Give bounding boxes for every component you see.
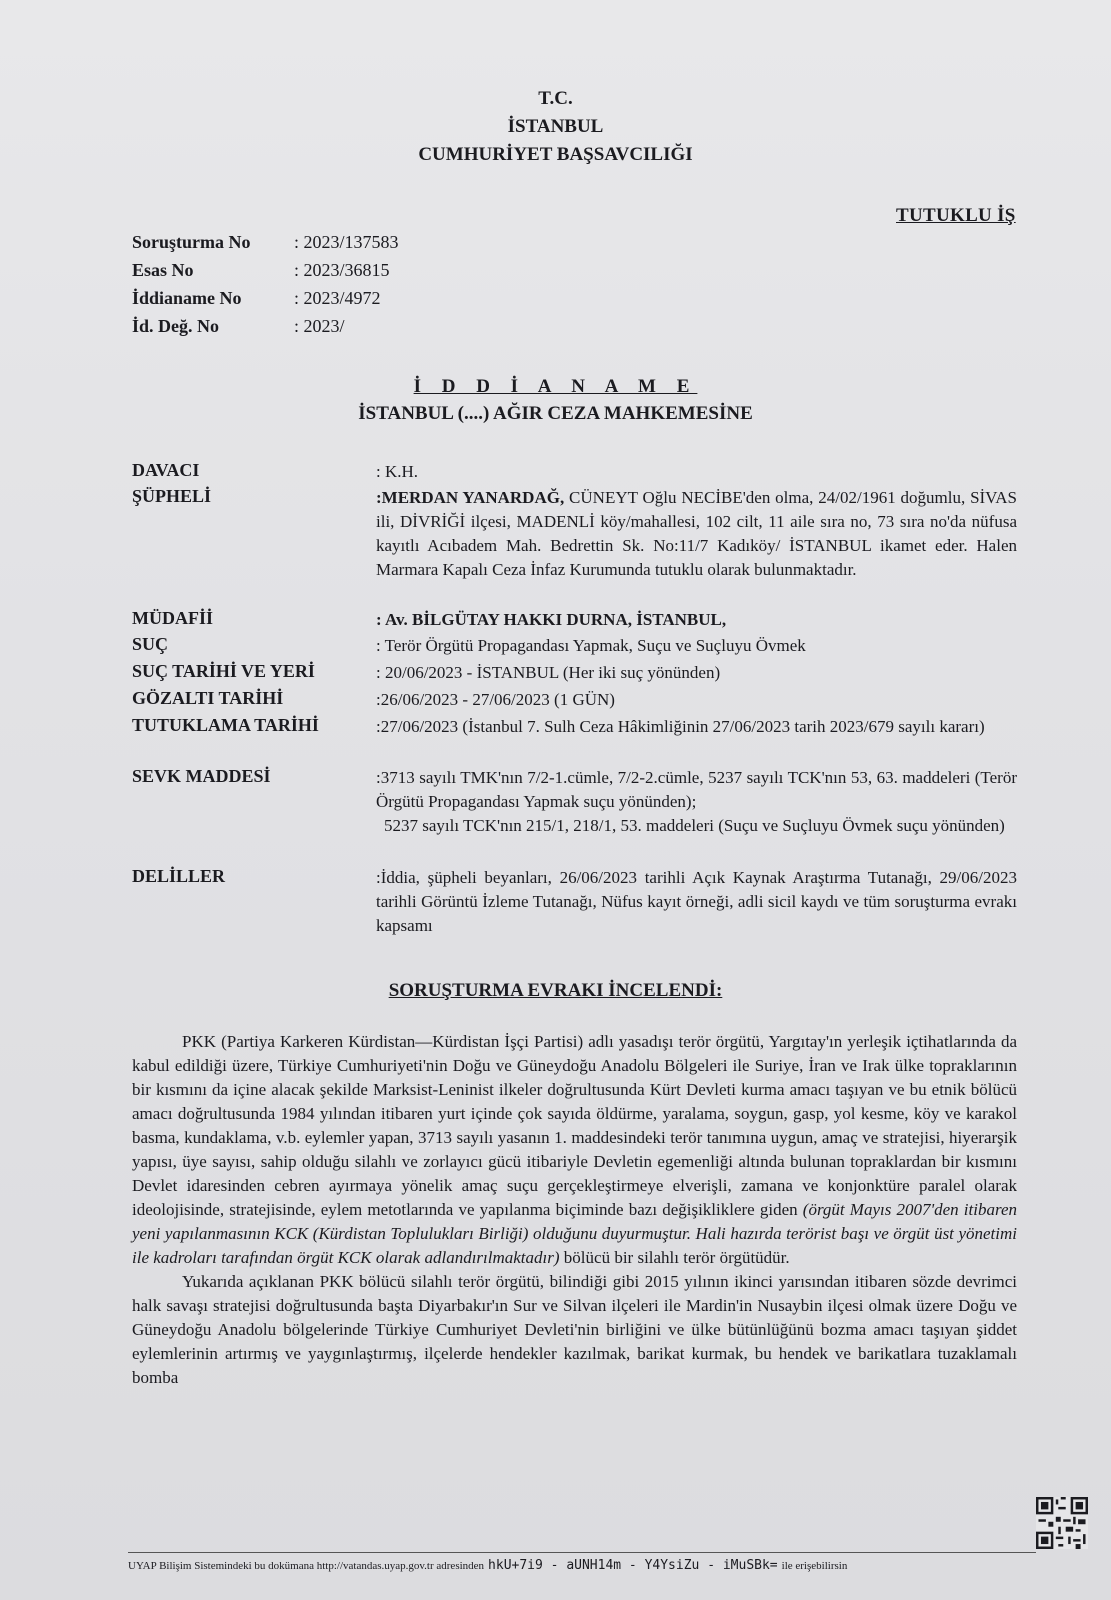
sevk-line-2: 5237 sayılı TCK'nın 215/1, 218/1, 53. maddeleri (Suçu ve Suçluyu Övmek suçu yönünden) [384, 816, 1005, 835]
field-deliller [132, 866, 1017, 946]
field-value: : Av. BİLGÜTAY HAKKI DURNA, İSTANBUL, [376, 610, 727, 629]
case-number-value: : 2023/4972 [294, 288, 381, 308]
field-label: DELİLLER [132, 866, 226, 886]
case-numbers [132, 232, 399, 344]
field-value: :İddia, şüpheli beyanları, 26/06/2023 tarihli Açık Kaynak Araştırma Tutanağı, 29/06/2023 tarihli Görüntü İzleme Tutanağı, Nüfus kayıt örneği, adli sicil kaydı ve tüm soruşturma evrakı kapsamı [376, 868, 1017, 935]
section-title-text: SORUŞTURMA EVRAKI İNCELENDİ: [388, 980, 723, 1001]
header-city: İSTANBUL [507, 116, 604, 137]
suspect-name: :MERDAN YANARDAĞ, [376, 488, 565, 507]
field-label: MÜDAFİİ [132, 608, 213, 628]
footer-prefix: UYAP Bilişim Sistemindeki bu dokümana http://vatandas.uyap.gov.tr adresinden [128, 1560, 485, 1572]
footer-suffix: ile erişebilirsin [781, 1560, 848, 1572]
field-suc [132, 634, 1017, 661]
field-value: :26/06/2023 - 27/06/2023 (1 GÜN) [376, 690, 615, 709]
qr-code-icon [1036, 1497, 1088, 1549]
case-number-row [132, 260, 399, 288]
case-number-label: İd. Değ. No [132, 316, 220, 336]
field-gozalti [132, 688, 1017, 715]
field-value [376, 766, 1017, 866]
paragraph-italic: (örgüt Mayıs 2007'den itibaren yeni yapılanmasının KCK (Kürdistan Toplulukları Birliği) olduğunu duyurmuştur. Hali hazırda terörist başı ve örgüt üst yönetimi ile kadroları tarafından örgüt KCK olarak adlandırılmaktadır) [132, 1200, 1017, 1267]
suspect-details: CÜNEYT Oğlu NECİBE'den olma, 24/02/1961 doğumlu, SİVAS ili, DİVRİĞİ ilçesi, MADENLİ köy/mahallesi, 102 cilt, 11 aile sıra no, 73 sıra no'da nüfusa kayıtlı Acıbadem Mah. Bedrettin Sk. No:11/7 Kadıköy/ İSTANBUL ikamet eder. Halen Marmara Kapalı Ceza İnfaz Kurumunda tutuklu olarak bulunmaktadır. [376, 488, 1017, 579]
paragraph: Yukarıda açıklanan PKK bölücü silahlı terör örgütü, bilindiği gibi 2015 yılının ikinci yarısından itibaren sözde devrimci halk savaşı stratejisi doğrultusunda başta Diyarbakır'ın Sur ve Silvan ilçeleri ile Mardin'in Nusaybin ilçesi olmak üzere Doğu ve Güneydoğu Anadolu bölgelerinde Türkiye Cumhuriyet Devleti'nin birliğini ve ülke bütünlüğünü bozma amacı taşıyan şiddet eylemlerinin artırmış ve yaygınlaştırmış, ilçelerde hendekler kazılmak, barikat kurmak, bu hendek ve barikatlara tuzaklamalı bomba [132, 1272, 1017, 1387]
field-label: SUÇ TARİHİ VE YERİ [132, 661, 315, 681]
case-number-value: : 2023/36815 [294, 260, 390, 280]
case-number-value: : 2023/137583 [294, 232, 399, 252]
field-supheli [132, 486, 1017, 608]
field-value: : 20/06/2023 - İSTANBUL (Her iki suç yönünden) [376, 663, 721, 682]
status-label: TUTUKLU İŞ [896, 205, 1016, 226]
paragraph-tail: bölücü bir silahlı terör örgütüdür. [559, 1248, 790, 1267]
header-tc: T.C. [538, 88, 573, 109]
field-label: TUTUKLAMA TARİHİ [132, 715, 319, 735]
footer-divider [128, 1552, 1036, 1553]
case-number-label: Soruşturma No [132, 232, 251, 252]
case-number-value: : 2023/ [294, 316, 345, 336]
field-suc-tarihi [132, 661, 1017, 688]
case-number-row [132, 288, 399, 316]
field-value [376, 486, 1017, 608]
field-sevk [132, 766, 1017, 866]
case-number-label: İddianame No [132, 288, 242, 308]
header-office: CUMHURİYET BAŞSAVCILIĞI [418, 144, 693, 165]
court-name: İSTANBUL (....) AĞIR CEZA MAHKEMESİNE [358, 403, 753, 424]
document-title-text: İ D D İ A N A M E [413, 376, 698, 397]
field-davaci [132, 460, 1017, 486]
field-label: GÖZALTI TARİHİ [132, 688, 284, 708]
footer [128, 1558, 847, 1573]
paragraph-text: PKK (Partiya Karkeren Kürdistan—Kürdistan İşçi Partisi) adlı yasadışı terör örgütü, Yargıtay'ın yerleşik içtihatlarında da kabul edildiği üzere, Türkiye Cumhuriyeti'nin Doğu ve Güneydoğu Anadolu Bölgeleri ile Suriye, İran ve Irak ülke topraklarının bir kısmını da içine alacak şekilde Marksist-Leninist ilkeler doğrultusunda Kürt Devleti kurma amacı taşıyan ve bu etnik bölücü amacı doğrultusunda 1984 yılından itibaren yurt içinde çok sayıda öldürme, yaralama, soygun, gasp, yol kesme, köy ve karakol basma, kundaklama, v.b. eylemler yapan, 3713 sayılı yasanın 1. maddesindeki terör tanımına uygun, amaç ve stratejisi, hiyerarşik yapısı, üye sayısı, sahip olduğu silahlı ve zorlayıcı gücü itibariyle Devletin egemenliği altında bulunan topraklardan bir kısmını Devlet idaresinden cebren ayırmaya yönelik amaç suçu gerçekleştirmeye elverişli, zamana ve konjonktüre paralel olarak ideolojisinde, stratejisinde, eylem metotlarında ve yapılanma biçiminde bazı değişikliklere giden [132, 1032, 1017, 1219]
field-tutuklama [132, 715, 1017, 766]
sevk-line-1: :3713 sayılı TMK'nın 7/2-1.cümle, 7/2-2.cümle, 5237 sayılı TCK'nın 53, 63. maddeleri (Terör Örgütü Propagandası Yapmak suçu yönünden); [376, 768, 1017, 811]
body-text [132, 1030, 1017, 1390]
field-label: SUÇ [132, 634, 169, 654]
paragraph [132, 1030, 1017, 1270]
verification-code: hkU+7i9 - aUNH14m - Y4YsiZu - iMuSBk= [488, 1558, 778, 1573]
field-label: SEVK MADDESİ [132, 766, 271, 786]
case-fields [132, 460, 1017, 946]
field-label: DAVACI [132, 460, 200, 480]
field-value: : Terör Örgütü Propagandası Yapmak, Suçu ve Suçluyu Övmek [376, 636, 806, 655]
field-label: ŞÜPHELİ [132, 486, 212, 506]
case-number-label: Esas No [132, 260, 194, 280]
case-number-row [132, 232, 399, 260]
case-number-row [132, 316, 399, 344]
field-value: :27/06/2023 (İstanbul 7. Sulh Ceza Hâkimliğinin 27/06/2023 tarih 2023/679 sayılı kararı) [376, 717, 985, 736]
document-title [0, 376, 1111, 398]
field-mudafii [132, 608, 1017, 634]
section-title [0, 980, 1111, 1002]
field-value: : K.H. [376, 462, 419, 481]
